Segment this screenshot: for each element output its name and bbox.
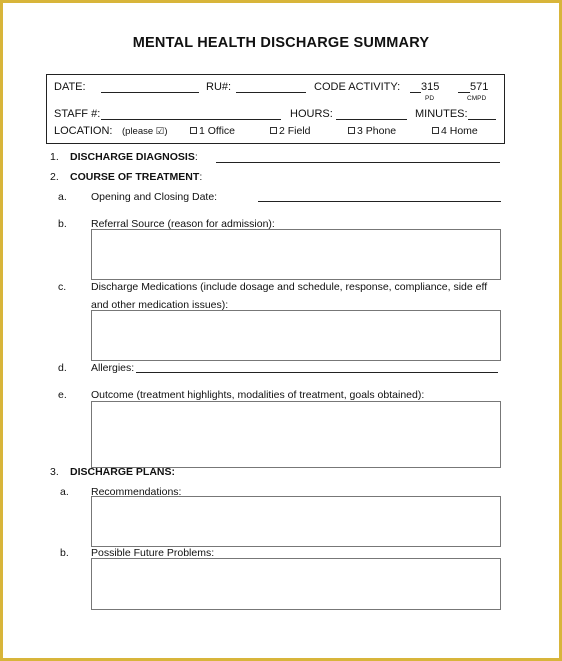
- checkbox-icon[interactable]: [432, 127, 439, 134]
- code-571-sub: CMPD: [467, 95, 487, 102]
- date-field[interactable]: [101, 92, 199, 93]
- future-problems-field[interactable]: [91, 558, 501, 610]
- item-e-number: e.: [58, 389, 67, 401]
- code-activity-label: CODE ACTIVITY:: [314, 81, 401, 93]
- recommendations-field[interactable]: [91, 496, 501, 547]
- discharge-medications-label-cont: and other medication issues):: [91, 299, 229, 311]
- item-b-number: b.: [58, 218, 67, 230]
- location-office-label: 1 Office: [199, 125, 235, 137]
- section-1-number: 1.: [50, 151, 59, 163]
- discharge-plans-label: DISCHARGE PLANS:: [70, 466, 176, 478]
- code-315-field[interactable]: [410, 92, 421, 93]
- checkbox-icon[interactable]: [270, 127, 277, 134]
- discharge-medications-label: Discharge Medications (include dosage and schedule, response, compliance, side eff: [91, 281, 488, 293]
- staff-field[interactable]: [101, 119, 281, 120]
- section-3-number: 3.: [50, 466, 59, 478]
- date-label: DATE:: [54, 81, 86, 93]
- code-315: 315: [421, 81, 440, 93]
- item-c-number: c.: [58, 281, 67, 293]
- item-3b-number: b.: [60, 547, 69, 559]
- item-3a-number: a.: [60, 486, 69, 498]
- section-1-heading: [70, 151, 198, 163]
- location-field-label: 2 Field: [279, 125, 311, 137]
- section-2-colon: :: [199, 171, 203, 183]
- code-571-field[interactable]: [458, 92, 470, 93]
- form-title: MENTAL HEALTH DISCHARGE SUMMARY: [132, 35, 430, 51]
- future-problems-label: Possible Future Problems:: [91, 547, 215, 559]
- location-phone-option[interactable]: [348, 125, 396, 137]
- recommendations-label: Recommendations:: [91, 486, 182, 498]
- hours-label: HOURS:: [290, 108, 333, 120]
- location-hint: (please ☑): [122, 126, 168, 137]
- course-of-treatment-label: COURSE OF TREATMENT: [70, 171, 200, 183]
- opening-closing-date-field[interactable]: [258, 201, 501, 202]
- minutes-label: MINUTES:: [415, 108, 468, 120]
- code-571: 571: [470, 81, 489, 93]
- checkbox-icon[interactable]: [348, 127, 355, 134]
- location-label: LOCATION:: [54, 125, 113, 137]
- item-a-number: a.: [58, 191, 67, 203]
- discharge-medications-field[interactable]: [91, 310, 501, 361]
- referral-source-label: Referral Source (reason for admission):: [91, 218, 275, 230]
- outcome-field[interactable]: [91, 401, 501, 468]
- item-d-number: d.: [58, 362, 67, 374]
- referral-source-field[interactable]: [91, 229, 501, 280]
- location-home-option[interactable]: [432, 125, 478, 137]
- outcome-label: Outcome (treatment highlights, modalities of treatment, goals obtained):: [91, 389, 425, 401]
- code-315-sub: PD: [425, 95, 435, 102]
- opening-closing-date-label: Opening and Closing Date:: [91, 191, 218, 203]
- ru-label: RU#:: [206, 81, 232, 93]
- checkbox-icon[interactable]: [190, 127, 197, 134]
- allergies-field[interactable]: [136, 372, 498, 373]
- ru-field[interactable]: [236, 92, 306, 93]
- section-2-number: 2.: [50, 171, 59, 183]
- hours-field[interactable]: [336, 119, 407, 120]
- discharge-diagnosis-field[interactable]: [216, 162, 500, 163]
- section-1-colon: :: [194, 151, 198, 163]
- location-home-label: 4 Home: [441, 125, 478, 137]
- section-2-heading: [70, 171, 202, 183]
- allergies-label: Allergies:: [91, 362, 135, 374]
- location-field-option[interactable]: [270, 125, 311, 137]
- staff-label: STAFF #:: [54, 108, 101, 120]
- location-office-option[interactable]: [190, 125, 235, 137]
- minutes-field[interactable]: [468, 119, 496, 120]
- discharge-diagnosis-label: DISCHARGE DIAGNOSIS: [70, 151, 195, 163]
- location-phone-label: 3 Phone: [357, 125, 397, 137]
